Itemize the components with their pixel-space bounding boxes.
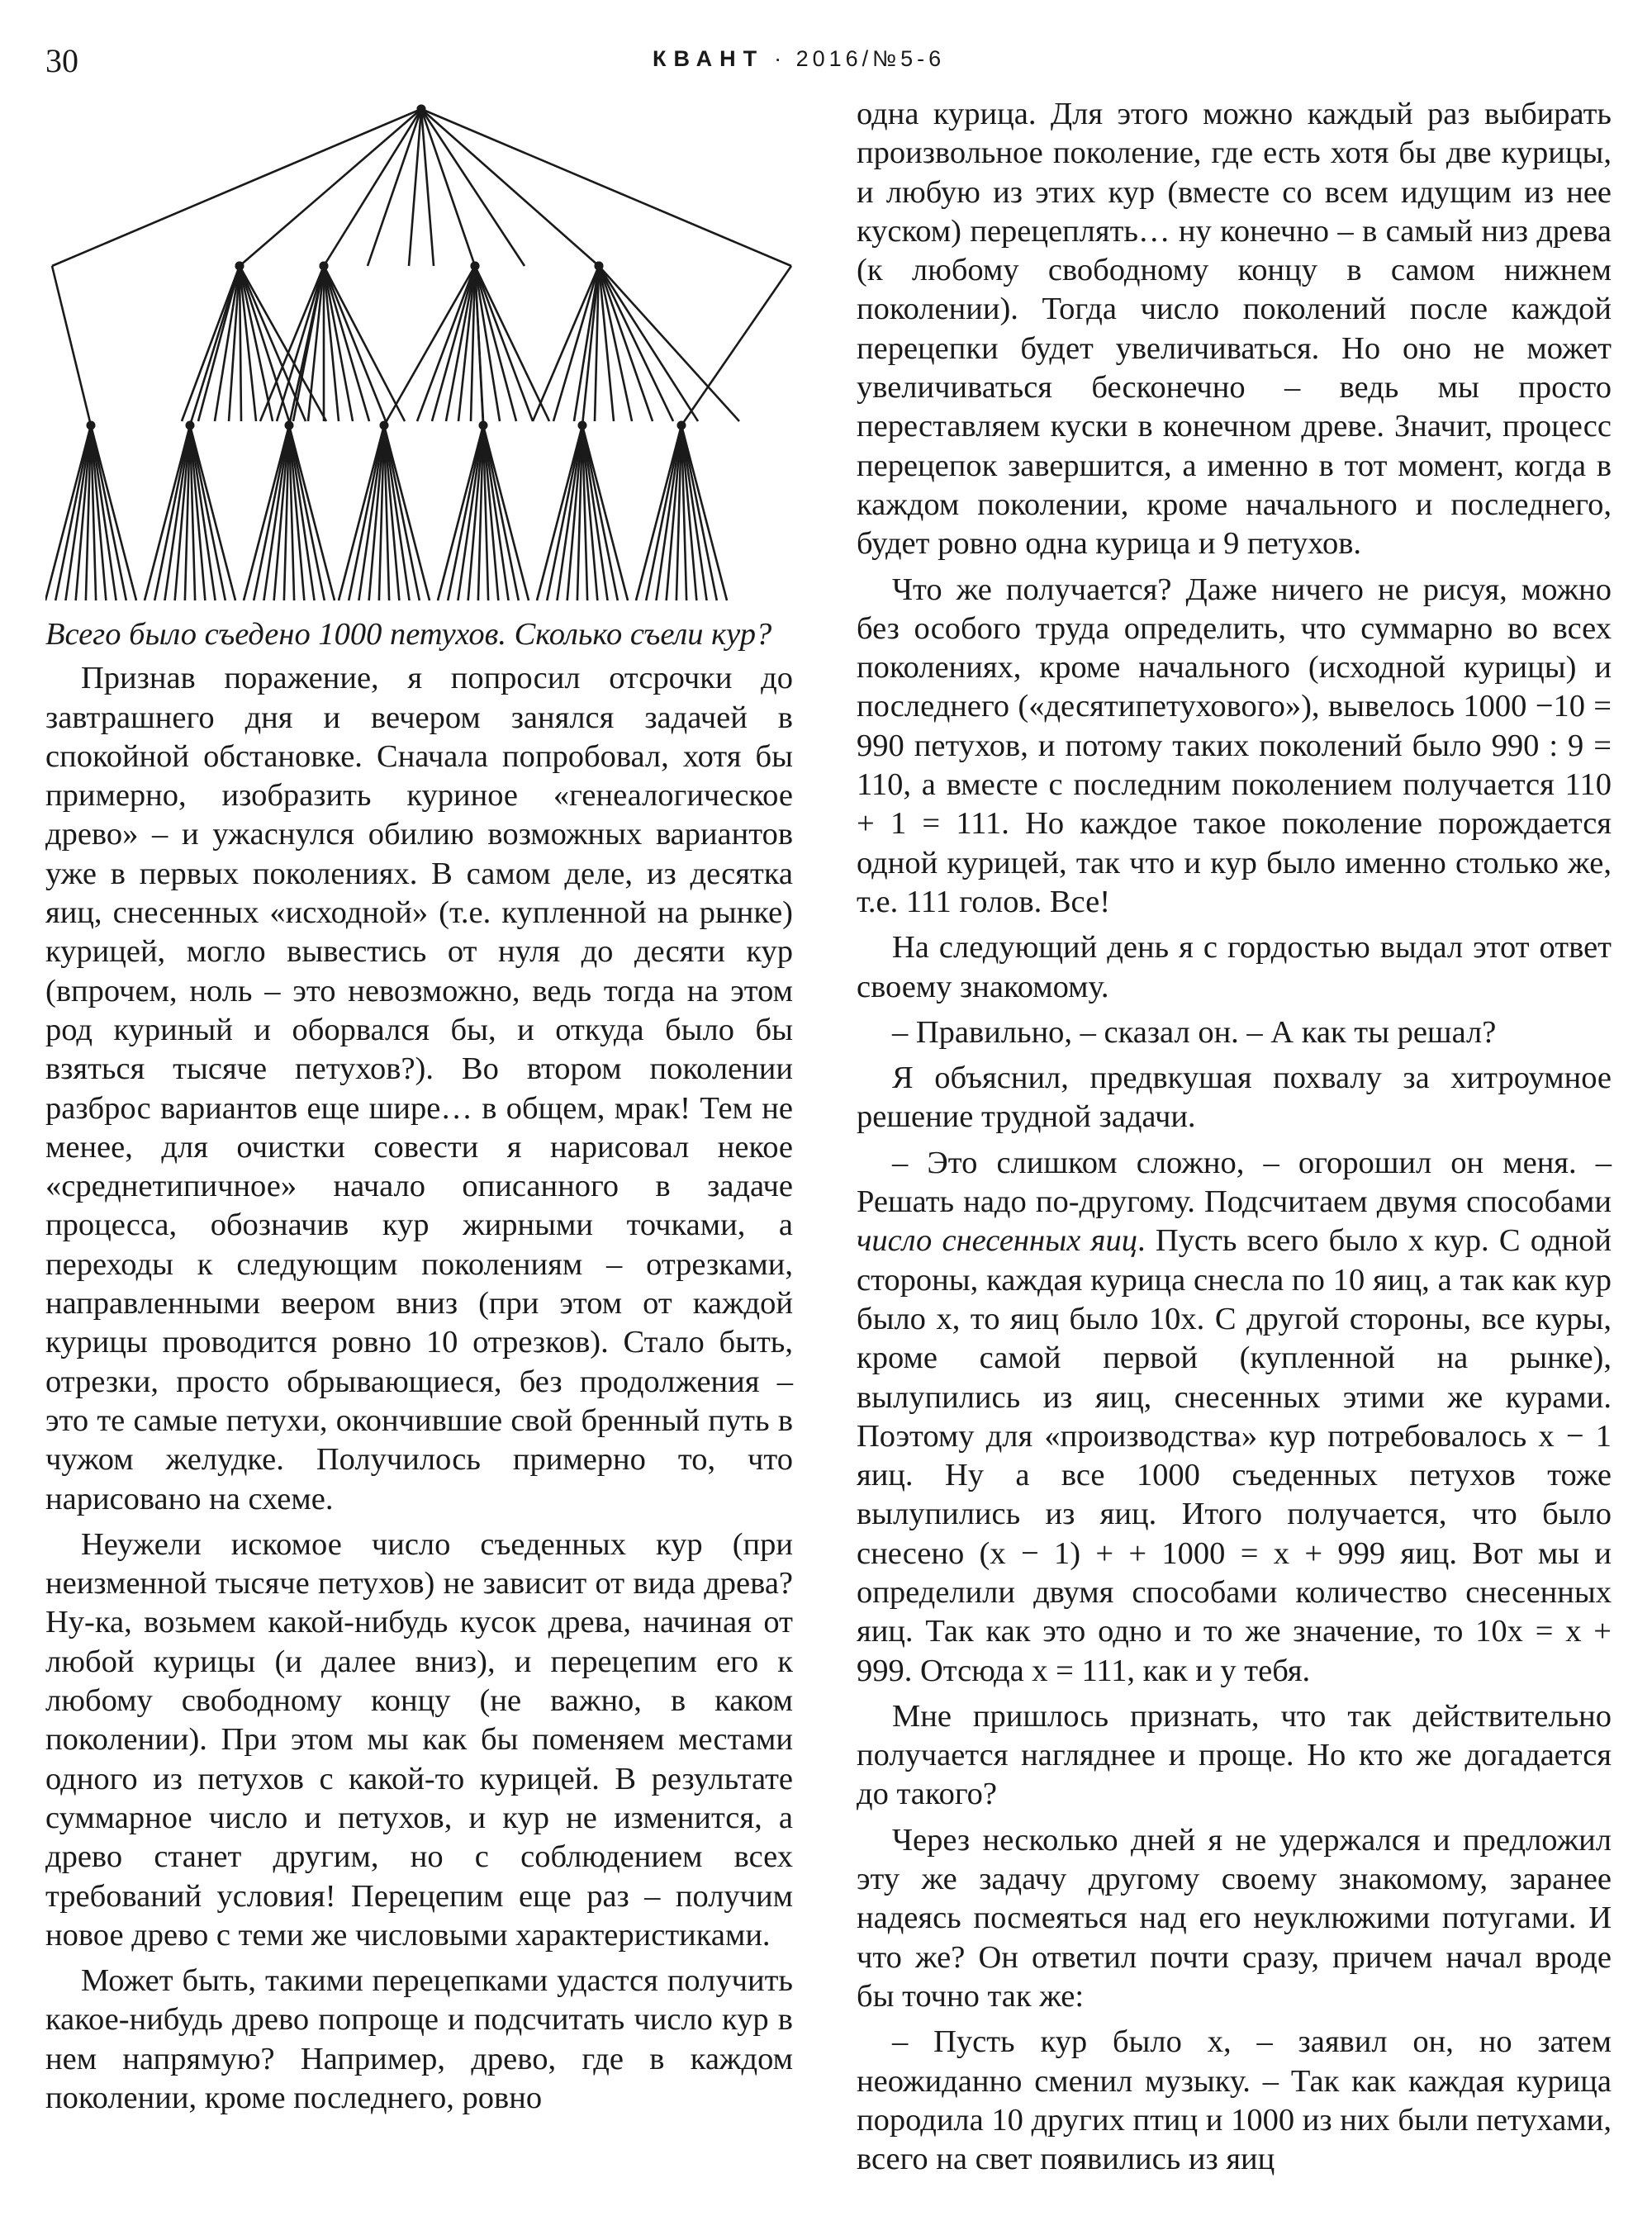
segment — [599, 266, 739, 421]
hen-node — [417, 105, 426, 114]
segment — [52, 109, 421, 266]
segment — [681, 266, 791, 425]
paragraph: Признав поражение, я попросил отсрочки до завтрашнего дня и вечером занялся задачей в спокойной обстановке. Сначала попробовал, хотя бы примерно, изобразить куриное «генеалогическое древо» – и ужаснулся обилию возможных вариантов уже в первых поколениях. В самом деле, из десятка яиц, снесенных «исходной» (т.е. купленной на рынке) курицей, могло вывестись от нуля до десяти кур (впрочем, ноль – это невозможно, ведь тогда на этом род куриный и оборвался бы, и откуда было бы взяться тысяче петухов?). Во втором поколении разброс вариантов еще шире… в общем, мрак! Тем не менее, для очистки совести я нарисовал некое «среднетипичное» начало описанного в задаче процесса, обозначив кур жирными точками, а переходы к следующим поколениям – отрезками, направленными веером вниз (при этом от каждой курицы проводится ровно 10 отрезков). Стало быть, отрезки, просто обрывающиеся, без продолжения – это те самые петухи, окончившие свой бренный путь в чужом желудке. Получилось примерно то, что нарисовано на схеме. — [45, 661, 793, 1516]
segment — [324, 109, 421, 266]
hen-node — [595, 262, 604, 271]
paragraph: На следующий день я с гордостью выдал этот ответ своему знакомому. — [857, 930, 1612, 1004]
segment — [289, 266, 324, 425]
paragraph: Может быть, такими перецепками удастся получить какое-нибудь древо попроще и подсчитать число кур в нем напрямую? Например, древо, где в каждом поколении, кроме последнего, ровно — [45, 1963, 793, 2115]
paragraph: одна курица. Для этого можно каждый раз выбирать произвольное поколение, где есть хотя бы две курицы, и любую из этих кур (вместе со всем идущим из нее куском) перецеплять… ну конечно – в самый низ древа (к любому свободному концу в самом нижнем поколении). Тогда число поколений после каждой перецепки будет увеличиваться. Но оно не может увеличиваться бесконечно – ведь мы просто переставляем куски в конечном древе. Значит, процесс перецепок завершится, а именно в тот момент, когда в каждом поколении, кроме начального и последнего, будет ровно одна курица и 9 петухов. — [857, 97, 1612, 562]
segment — [553, 266, 599, 421]
running-head — [653, 46, 945, 72]
segment — [240, 266, 273, 421]
segment — [421, 109, 791, 266]
segment — [599, 266, 698, 421]
segment — [599, 266, 632, 421]
segment — [475, 266, 549, 421]
paragraph: Я объяснил, предвкушая похвалу за хитроумное решение трудной задачи. — [857, 1061, 1612, 1135]
figure-caption: Всего было съедено 1000 петухов. Сколько съели кур? — [45, 617, 772, 652]
hen-node — [235, 262, 244, 271]
segment — [533, 266, 599, 421]
paragraph: Что же получается? Даже ничего не рисуя, можно без особого труда определить, что суммарно во всех поколениях, кроме начального (исходной курицы) и последнего («десятипетухового»), вывелось 1000 −10 = 990 петухов, и потому таких поколений было 990 : 9 = 110, а вместе с последним поколением получается 110 + 1 = 111. Но каждое такое поколение порождается одной курицей, так что и кур было именно столько же, т.е. 111 голов. Все! — [857, 572, 1612, 919]
paragraph — [857, 1144, 1612, 1691]
segment — [599, 266, 673, 421]
right-column — [857, 95, 1612, 2185]
paragraph: Через несколько дней я не удержался и предложил эту же задачу другому своему знакомому, заранее надеясь посмеяться над его неуклюжими потугами. И что же? Он ответил почти сразу, причем начал вроде бы точно так же: — [857, 1822, 1612, 2014]
journal-title: КВАНТ — [653, 46, 765, 71]
segment — [324, 266, 386, 421]
segment — [52, 266, 91, 425]
paragraph: – Пусть кур было x, – заявил он, но затем неожиданно сменил музыку. – Так как каждая курица породила 10 других птиц и 1000 из них были петухами, всего на свет появились из яиц — [857, 2024, 1612, 2177]
hen-node — [471, 262, 480, 271]
segment — [475, 266, 533, 421]
text-run: . Пусть всего было x кур. С одной стороны, каждая курица снесла по 10 яиц, а так как кур было x, то яиц было 10x. С другой стороны, все куры, кроме самой первой (купленной на рынке), вылупились из яиц, снесенных этими же курами. Поэтому для «производства» кур потребовалось x − 1 яиц. Ну а все 1000 съеденных петухов тоже вылупились из яиц. Итого получается, что было снесено (x − 1) + + 1000 = x + 999 яиц. Вот мы и определили двумя способами количество снесенных яиц. Так как это одно и то же значение, то 10x = x + 999. Отсюда x = 111, как и у тебя. — [857, 1223, 1612, 1688]
segment — [409, 109, 421, 266]
paragraph: Неужели искомое число съеденных кур (при неизменной тысяче петухов) не зависит от вида древа? Ну-ка, возьмем какой-нибудь кусок древа, начиная от любой курицы (и далее вниз), и перецепим его к любому свободному концу (не важно, в каком поколении). При этом мы как бы поменяем местами одного из петухов с какой-то курицей. В результате суммарное число и петухов, и кур не изменится, а древо станет другим, но с соблюдением всех требований условия! Перецепим еще раз – получим новое древо с теми же числовыми характеристиками. — [45, 1526, 793, 1953]
hen-node — [320, 262, 329, 271]
text-run: – Это слишком сложно, – огорошил он меня. – Решать надо по-другому. Подсчитаем двумя способами — [857, 1145, 1612, 1220]
emphasis: число снесенных яиц — [857, 1223, 1137, 1259]
issue-number: · 2016/№5-6 — [774, 46, 946, 71]
paragraph: Мне пришлось признать, что так действительно получается нагляднее и проще. Но кто же догадается до такого? — [857, 1698, 1612, 1812]
segment — [432, 266, 475, 421]
genealogy-tree-diagram — [45, 95, 793, 607]
paragraph: – Правильно, – сказал он. – А как ты решал? — [892, 1014, 1497, 1050]
page-number: 30 — [45, 42, 78, 79]
segment — [324, 266, 353, 421]
segment — [421, 109, 434, 266]
left-column — [45, 615, 793, 2124]
segment — [190, 266, 240, 425]
